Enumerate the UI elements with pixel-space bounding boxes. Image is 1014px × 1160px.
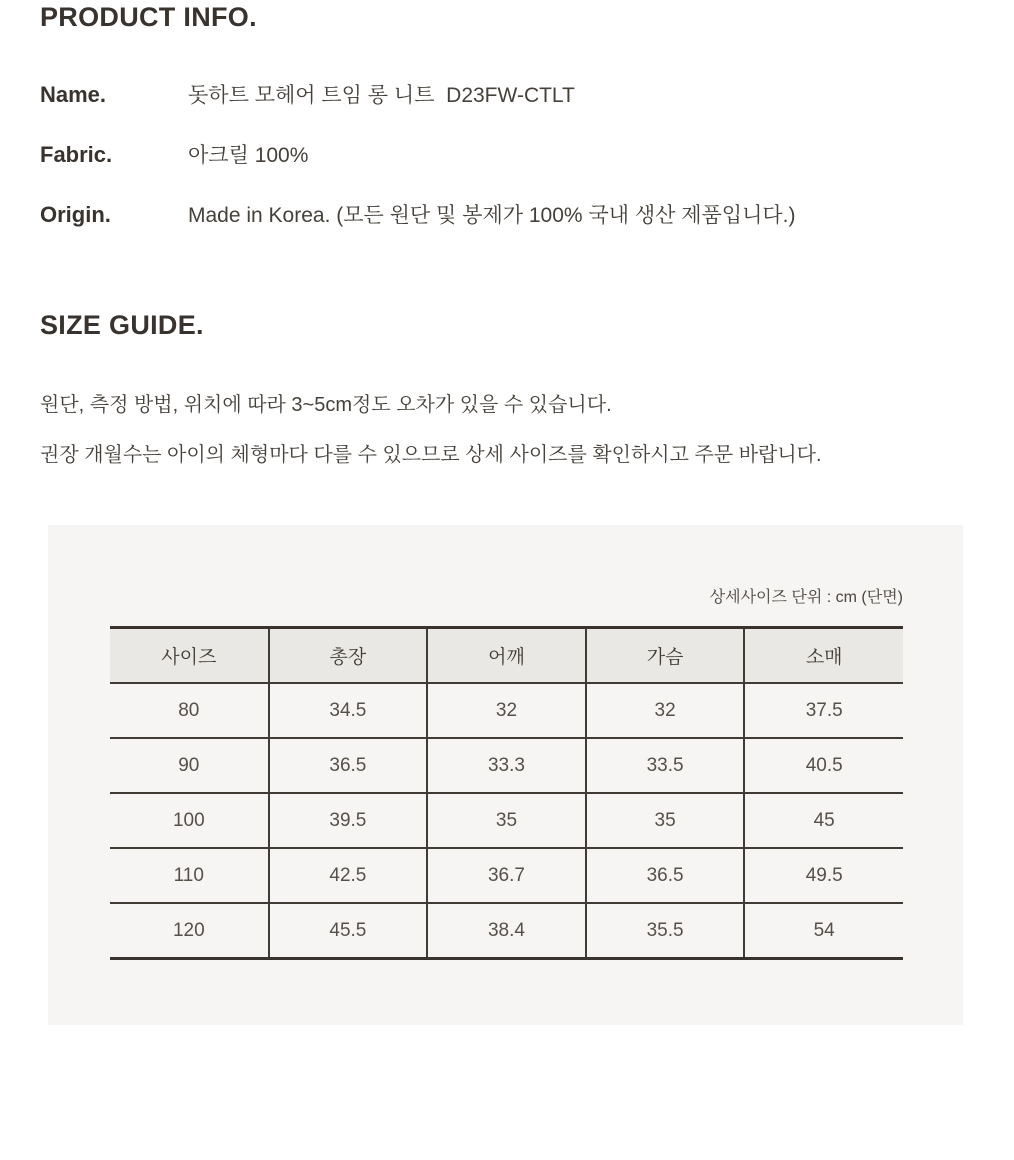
size-guide-note-recommendation: 권장 개월수는 아이의 체형마다 다를 수 있으므로 상세 사이즈를 확인하시고 주문 바랍니다.: [40, 444, 822, 466]
size-table-head: [110, 628, 903, 684]
size-table-header-row: [110, 628, 903, 684]
table-row-80: [110, 683, 903, 738]
size-table-header-shoulder: 어깨: [427, 628, 586, 684]
size-table-cell: 40.5: [744, 738, 903, 793]
info-row-origin: [40, 199, 1014, 229]
size-table-cell: 39.5: [269, 793, 428, 848]
size-table-cell: 80: [178, 699, 200, 721]
size-table-header-length: 총장: [269, 628, 428, 684]
size-table-header-sleeve: 소매: [744, 628, 903, 684]
size-table-cell: 54: [744, 903, 903, 959]
size-table-cell: 32: [427, 683, 586, 738]
size-chart-panel: [48, 525, 963, 1025]
size-table-cell: 45.5: [269, 903, 428, 959]
info-row-name: [40, 79, 1014, 109]
size-table-cell: 110: [173, 864, 204, 886]
info-label: Name.: [40, 82, 107, 107]
info-value: 돗하트 모헤어 트임 롱 니트 D23FW-CTLT: [188, 84, 575, 107]
size-table-cell: 35: [586, 793, 745, 848]
table-row-100: [110, 793, 903, 848]
size-table-cell: 120: [172, 919, 205, 941]
size-table-cell: 33.3: [427, 738, 586, 793]
size-table-body: [110, 683, 903, 959]
info-row-fabric: [40, 139, 1014, 169]
table-row-120: [110, 903, 903, 959]
size-table-cell: 45: [744, 793, 903, 848]
size-table-cell: 32: [586, 683, 745, 738]
size-guide-note-tolerance: 원단, 측정 방법, 위치에 따라 3~5cm정도 오차가 있을 수 있습니다.: [40, 394, 612, 416]
size-table-cell: 100: [172, 809, 205, 831]
size-table-cell: 38.4: [427, 903, 586, 959]
info-label: Origin.: [40, 202, 111, 227]
size-table-cell: 49.5: [744, 848, 903, 903]
size-table-cell: 42.5: [269, 848, 428, 903]
product-info-title: PRODUCT INFO.: [40, 2, 257, 32]
size-table: [110, 626, 903, 960]
size-table-header-size: 사이즈: [110, 628, 269, 684]
size-table-cell: 90: [178, 754, 200, 776]
size-guide-title: SIZE GUIDE.: [40, 310, 204, 340]
size-table-header-chest: 가슴: [586, 628, 745, 684]
size-unit-note: 상세사이즈 단위 : cm (단면): [709, 589, 903, 606]
table-row-90: [110, 738, 903, 793]
product-info-rows: [40, 79, 1014, 229]
size-table-cell: 36.5: [269, 738, 428, 793]
info-value: Made in Korea. (모든 원단 및 봉제가 100% 국내 생산 제품입니다.): [188, 204, 796, 227]
size-table-cell: 37.5: [744, 683, 903, 738]
info-label: Fabric.: [40, 142, 113, 167]
size-table-cell: 36.7: [427, 848, 586, 903]
size-table-cell: 33.5: [586, 738, 745, 793]
size-table-cell: 35.5: [586, 903, 745, 959]
info-value: 아크릴 100%: [188, 144, 309, 167]
size-table-cell: 36.5: [586, 848, 745, 903]
size-table-cell: 34.5: [269, 683, 428, 738]
table-row-110: [110, 848, 903, 903]
size-table-cell: 35: [427, 793, 586, 848]
